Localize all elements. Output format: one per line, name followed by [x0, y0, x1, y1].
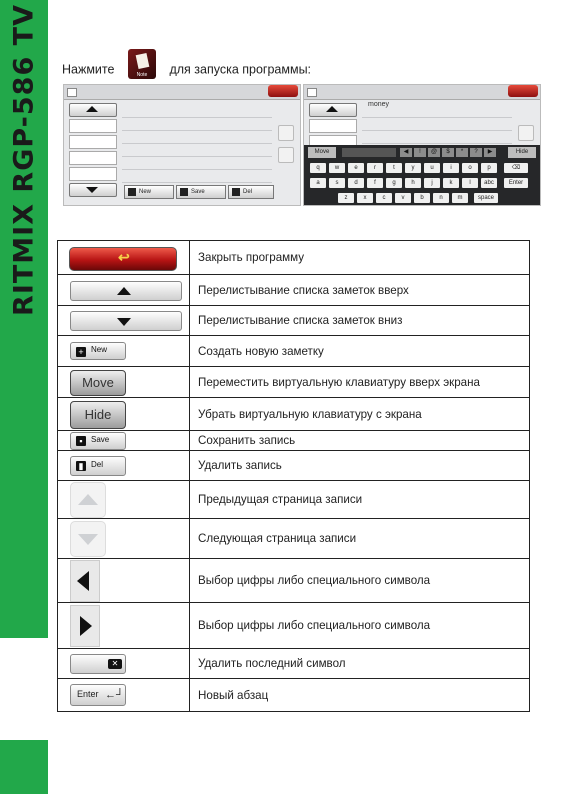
virtual-keyboard — [304, 145, 540, 205]
icon-cell — [58, 241, 190, 275]
scroll-up-icon — [70, 281, 182, 301]
close-program-icon — [508, 85, 538, 97]
icon-cell — [58, 431, 190, 451]
table-row — [58, 519, 530, 559]
table-row — [58, 431, 530, 451]
table-row — [58, 481, 530, 519]
key: c — [376, 193, 392, 203]
symbol-key: ! — [414, 148, 426, 157]
note-slot — [69, 151, 117, 165]
description: Новый абзац — [190, 679, 530, 712]
save-label: Save — [91, 435, 110, 444]
backspace-icon: ✕ — [70, 654, 126, 674]
note-lines — [362, 105, 512, 144]
intro-before: Нажмите — [62, 62, 115, 77]
table-row — [58, 241, 530, 275]
key: w — [329, 163, 345, 173]
mini-window-icon — [307, 88, 317, 97]
notes-list — [69, 103, 115, 199]
intro-line — [62, 55, 311, 85]
move-keyboard-icon: Move — [70, 370, 126, 396]
screenshot-topbar — [304, 85, 540, 100]
icon-cell — [58, 451, 190, 481]
note-app-icon-label: Note — [136, 72, 148, 78]
table-row — [58, 679, 530, 712]
scroll-up-icon — [69, 103, 117, 117]
floppy-icon: ▪ — [76, 436, 86, 446]
new-button: New — [124, 185, 174, 199]
page-down-icon — [278, 147, 294, 163]
key: z — [338, 193, 354, 203]
key: e — [348, 163, 364, 173]
icon-cell — [58, 679, 190, 712]
icon-cell — [58, 275, 190, 306]
key: a — [310, 178, 326, 188]
key: o — [462, 163, 478, 173]
key: x — [357, 193, 373, 203]
description: Следующая страница записи — [190, 519, 530, 559]
key: r — [367, 163, 383, 173]
page-up-icon — [278, 125, 294, 141]
key: h — [405, 178, 421, 188]
screenshot-topbar — [64, 85, 300, 100]
icon-cell — [58, 519, 190, 559]
table-row — [58, 603, 530, 649]
arrow-right-icon — [70, 605, 100, 647]
description: Переместить виртуальную клавиатуру вверх экрана — [190, 367, 530, 398]
symbol-key: ? — [470, 148, 482, 157]
table-row — [58, 649, 530, 679]
trash-icon: ▮ — [76, 461, 86, 471]
description: Удалить запись — [190, 451, 530, 481]
icon-cell — [58, 649, 190, 679]
description: Перелистывание списка заметок вниз — [190, 306, 530, 336]
icon-cell — [58, 306, 190, 336]
hide-keyboard-icon: Hide — [70, 401, 126, 429]
key: t — [386, 163, 402, 173]
description: Удалить последний символ — [190, 649, 530, 679]
scroll-down-icon — [69, 183, 117, 197]
description: Перелистывание списка заметок вверх — [190, 275, 530, 306]
key: y — [405, 163, 421, 173]
enter-icon — [70, 684, 126, 706]
sidebar — [0, 0, 48, 794]
key: v — [395, 193, 411, 203]
legend-table — [57, 240, 530, 712]
save-icon — [70, 432, 126, 450]
icon-cell — [58, 603, 190, 649]
move-button: Move — [308, 147, 336, 158]
enter-label: Enter — [77, 689, 99, 699]
page-down-icon — [70, 521, 106, 557]
intro-after: для запуска программы: — [169, 62, 312, 77]
delete-button: Del — [228, 185, 274, 199]
icon-cell — [58, 398, 190, 431]
table-row — [58, 336, 530, 367]
key: abc — [481, 178, 497, 188]
icon-cell — [58, 367, 190, 398]
key: u — [424, 163, 440, 173]
input-field — [342, 148, 396, 157]
description: Выбор цифры либо специального символа — [190, 559, 530, 603]
table-row — [58, 451, 530, 481]
table-row — [58, 275, 530, 306]
green-bottom-block — [0, 740, 48, 794]
page-up-icon — [70, 482, 106, 518]
new-label: New — [91, 345, 108, 354]
hide-button: Hide — [508, 147, 536, 158]
key: m — [452, 193, 468, 203]
key: b — [414, 193, 430, 203]
brand-title: RITMIX RGP-586 TV — [8, 4, 40, 316]
page-up-icon — [518, 125, 534, 141]
backspace-icon: ⌫ — [504, 163, 528, 173]
return-arrow-icon: ←┘ — [105, 689, 124, 701]
keyboard-top-row — [308, 147, 536, 159]
key: l — [462, 178, 478, 188]
description: Предыдущая страница записи — [190, 481, 530, 519]
note-text: money — [368, 101, 390, 108]
close-program-icon — [268, 85, 298, 97]
symbol-key: * — [456, 148, 468, 157]
note-slot — [69, 119, 117, 133]
arrow-left-icon: ◀ — [400, 148, 412, 157]
key: s — [329, 178, 345, 188]
icon-cell — [58, 481, 190, 519]
delete-icon — [70, 456, 126, 476]
key: d — [348, 178, 364, 188]
scroll-down-icon — [70, 311, 182, 331]
key: k — [443, 178, 459, 188]
description: Убрать виртуальную клавиатуру с экрана — [190, 398, 530, 431]
table-row — [58, 367, 530, 398]
table-row — [58, 306, 530, 336]
note-slot — [69, 167, 117, 181]
mini-window-icon — [67, 88, 77, 97]
note-slot — [309, 119, 357, 133]
arrow-left-icon — [70, 560, 100, 602]
key: j — [424, 178, 440, 188]
note-slot — [69, 135, 117, 149]
plus-icon: + — [76, 347, 86, 357]
description: Сохранить запись — [190, 431, 530, 451]
screenshot-keyboard — [303, 84, 541, 206]
space-key: space — [474, 193, 498, 203]
description: Создать новую заметку — [190, 336, 530, 367]
key: p — [481, 163, 497, 173]
table-row — [58, 559, 530, 603]
close-program-icon: ↩ — [69, 247, 177, 271]
key: n — [433, 193, 449, 203]
key: f — [367, 178, 383, 188]
icon-cell — [58, 336, 190, 367]
icon-cell — [58, 559, 190, 603]
save-button: Save — [176, 185, 226, 199]
del-label: Del — [91, 460, 104, 469]
arrow-right-icon: ▶ — [484, 148, 496, 157]
key: q — [310, 163, 326, 173]
scroll-up-icon — [309, 103, 357, 117]
new-note-icon — [70, 342, 126, 360]
description: Закрыть программу — [190, 241, 530, 275]
key: g — [386, 178, 402, 188]
symbol-key: $ — [442, 148, 454, 157]
table-row — [58, 398, 530, 431]
key: i — [443, 163, 459, 173]
symbol-key: @ — [428, 148, 440, 157]
note-lines — [122, 105, 272, 183]
screenshot-notes-list — [63, 84, 301, 206]
description: Выбор цифры либо специального символа — [190, 603, 530, 649]
enter-key: Enter — [504, 178, 528, 188]
note-app-icon[interactable] — [128, 49, 156, 79]
